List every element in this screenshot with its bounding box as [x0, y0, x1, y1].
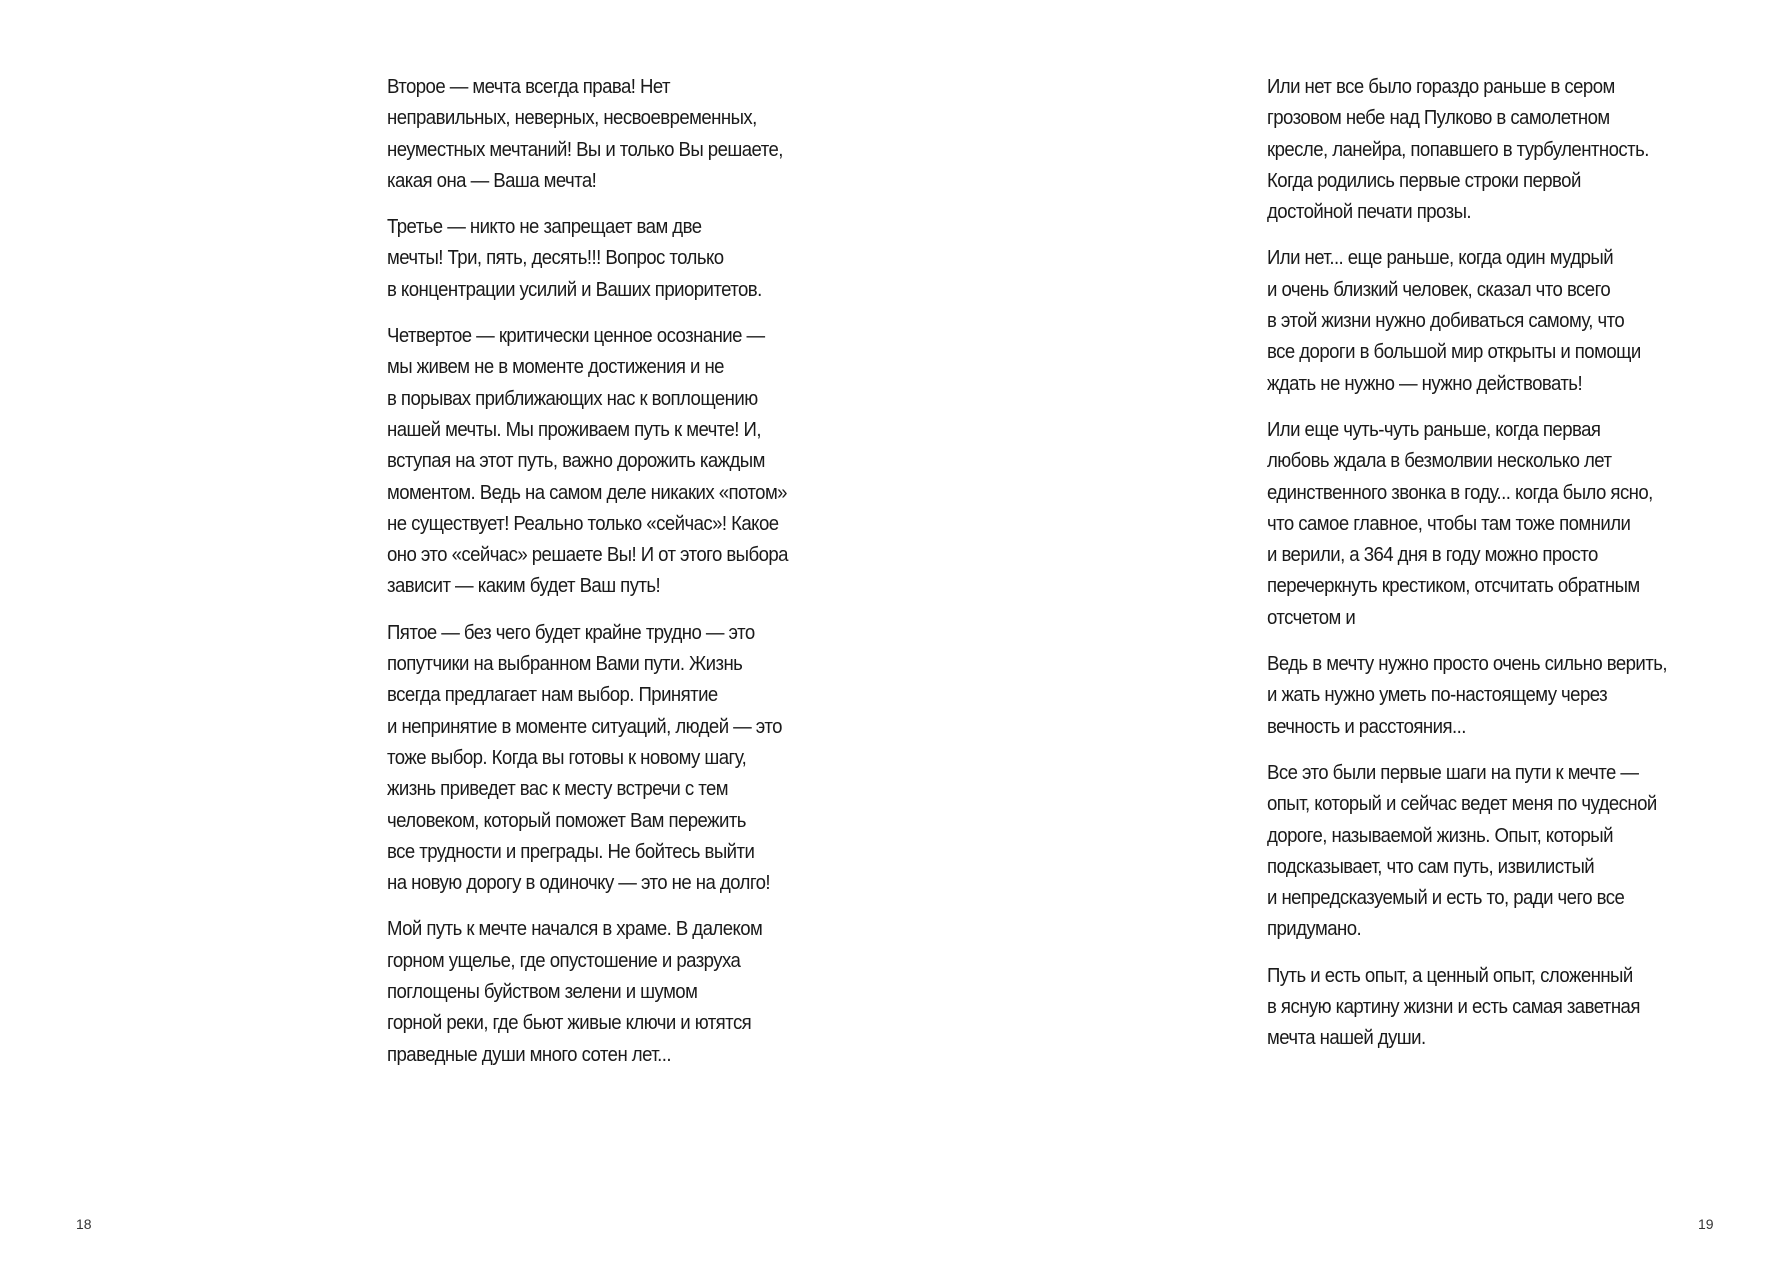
text-line: все трудности и преграды. Не бойтесь выйти [387, 840, 755, 863]
paragraph [1267, 243, 1695, 399]
right-text-column [1267, 72, 1695, 1070]
text-line: Или еще чуть-чуть раньше, когда первая [1267, 418, 1601, 441]
right-page [892, 0, 1785, 1276]
text-line: нашей мечты. Мы проживаем путь к мечте! И, [387, 418, 761, 441]
text-line: оно это «сейчас» решаете Вы! И от этого выбора [387, 544, 788, 567]
text-line: грозовом небе над Пулково в самолетном [1267, 107, 1610, 130]
text-line: мечты! Три, пять, десять!!! Вопрос только [387, 247, 724, 270]
text-line: Третье — никто не запрещает вам две [387, 216, 702, 239]
paragraph [1267, 649, 1695, 743]
text-line: все дороги в большой мир открыты и помощи [1267, 341, 1641, 364]
paragraph [387, 72, 806, 197]
text-line: в этой жизни нужно добиваться самому, что [1267, 310, 1625, 333]
text-line: жизнь приведет вас к месту встречи с тем [387, 778, 728, 801]
paragraph [387, 321, 806, 603]
text-line: кресле, ланейра, попавшего в турбулентность. [1267, 138, 1649, 161]
text-line: и очень близкий человек, сказал что всего [1267, 278, 1611, 301]
text-line: что самое главное, чтобы там тоже помнили [1267, 512, 1631, 535]
paragraph [1267, 961, 1695, 1055]
text-line: Мой путь к мечте начался в храме. В далеком [387, 918, 763, 941]
text-line: Второе — мечта всегда права! Нет [387, 76, 671, 98]
text-line: моментом. Ведь на самом деле никаких «потом» [387, 481, 787, 504]
paragraph [1267, 758, 1695, 946]
text-line: тоже выбор. Когда вы готовы к новому шагу, [387, 746, 747, 769]
paragraph [387, 212, 806, 306]
paragraph [1267, 72, 1695, 228]
text-line: вступая на этот путь, важно дорожить каждым [387, 450, 765, 473]
text-line: зависит — каким будет Ваш путь! [387, 575, 661, 598]
text-line: Все это были первые шаги на пути к мечте — [1267, 761, 1639, 784]
text-line: Ведь в мечту нужно просто очень сильно верить, [1267, 653, 1667, 676]
text-line: не существует! Реально только «сейчас»! Какое [387, 512, 779, 535]
text-line: праведные души много сотен лет... [387, 1043, 671, 1066]
text-line: горном ущелье, где опустошение и разруха [387, 949, 741, 972]
text-line: в концентрации усилий и Ваших приоритетов. [387, 278, 762, 301]
text-line: Когда родились первые строки первой [1267, 169, 1581, 192]
left-text-column [387, 72, 806, 1086]
paragraph [1267, 415, 1695, 634]
paragraph [387, 914, 806, 1070]
text-line: и жать нужно уметь по-настоящему через [1267, 684, 1608, 707]
text-line: и верили, а 364 дня в году можно просто [1267, 544, 1598, 567]
text-line: вечность и расстояния... [1267, 715, 1466, 738]
text-line: Путь и есть опыт, а ценный опыт, сложенный [1267, 964, 1633, 987]
left-page [0, 0, 892, 1276]
paragraph [387, 618, 806, 900]
text-line: и непредсказуемый и есть то, ради чего все [1267, 887, 1625, 910]
text-line: мы живем не в моменте достижения и не [387, 356, 724, 379]
text-line: подсказывает, что сам путь, извилистый [1267, 855, 1595, 878]
text-line: в ясную картину жизни и есть самая заветная [1267, 996, 1640, 1019]
text-line: Или нет все было гораздо раньше в сером [1267, 76, 1615, 98]
text-line: опыт, который и сейчас ведет меня по чудесной [1267, 793, 1657, 816]
text-line: неправильных, неверных, несвоевременных, [387, 107, 757, 130]
text-line: отсчетом и [1267, 606, 1356, 629]
text-line: неуместных мечтаний! Вы и только Вы решаете, [387, 138, 783, 161]
text-line: достойной печати прозы. [1267, 201, 1472, 224]
text-line: человеком, который поможет Вам пережить [387, 809, 746, 832]
text-line: попутчики на выбранном Вами пути. Жизнь [387, 653, 743, 676]
text-line: ждать не нужно — нужно действовать! [1267, 372, 1583, 395]
text-line: Или нет... еще раньше, когда один мудрый [1267, 247, 1614, 270]
text-line: мечта нашей души. [1267, 1027, 1426, 1050]
text-line: всегда предлагает нам выбор. Принятие [387, 684, 718, 707]
text-line: единственного звонка в году... когда было ясно, [1267, 481, 1653, 504]
text-line: какая она — Ваша мечта! [387, 169, 597, 192]
text-line: в порывах приближающих нас к воплощению [387, 387, 758, 410]
page-number: 18 [76, 1216, 92, 1232]
text-line: дороге, называемой жизнь. Опыт, который [1267, 824, 1613, 847]
text-line: горной реки, где бьют живые ключи и ютятся [387, 1012, 752, 1035]
text-line: придумано. [1267, 918, 1362, 941]
page-number: 19 [1698, 1216, 1714, 1232]
text-line: поглощены буйством зелени и шумом [387, 981, 698, 1004]
text-line: на новую дорогу в одиночку — это не на долго! [387, 872, 771, 895]
text-line: Четвертое — критически ценное осознание — [387, 325, 765, 348]
text-line: и непринятие в моменте ситуаций, людей — это [387, 715, 782, 738]
text-line: любовь ждала в безмолвии несколько лет [1267, 450, 1612, 473]
text-line: Пятое — без чего будет крайне трудно — это [387, 621, 755, 644]
text-line: перечеркнуть крестиком, отсчитать обратным [1267, 575, 1640, 598]
